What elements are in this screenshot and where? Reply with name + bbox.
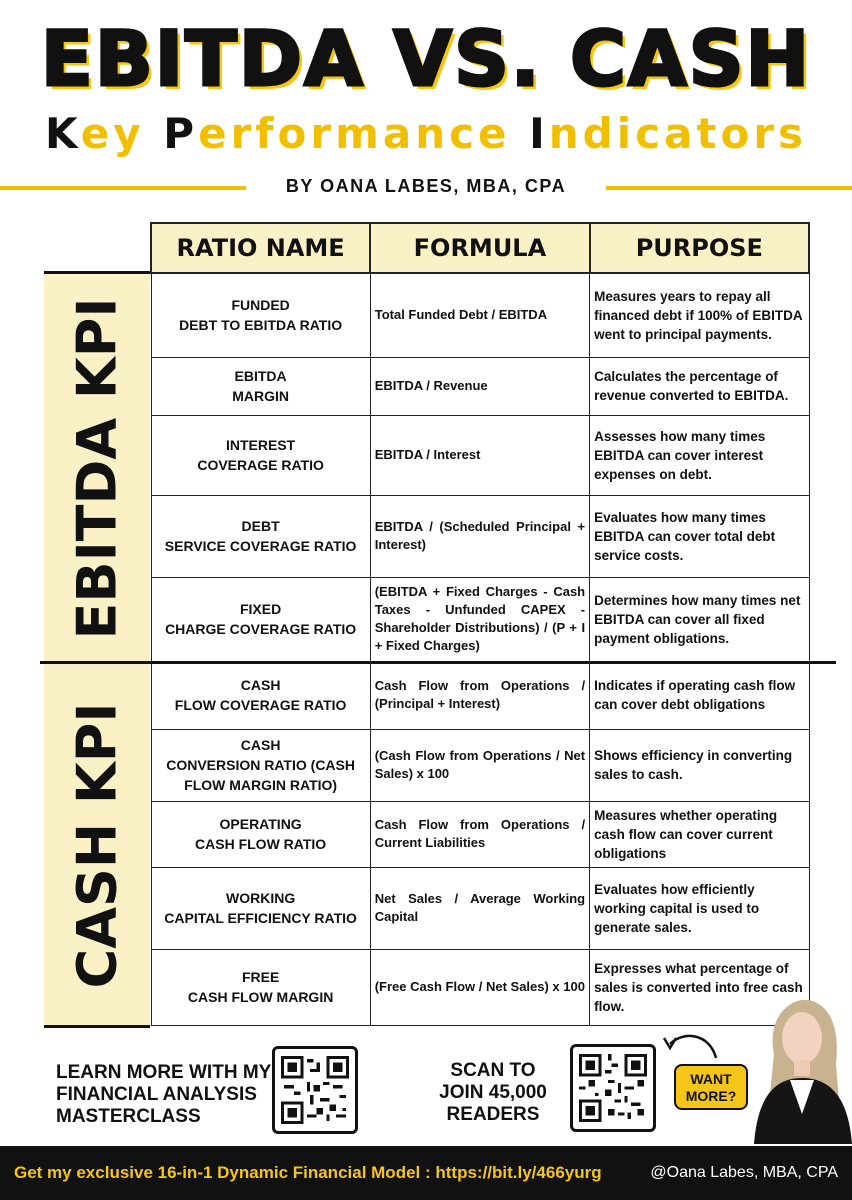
- masterclass-qr-code[interactable]: [272, 1046, 358, 1134]
- purpose-cell: Measures whether operating cash flow can cover current obligations: [590, 801, 809, 867]
- footer-promo-link[interactable]: Get my exclusive 16-in-1 Dynamic Financial Model : https://bit.ly/466yurg: [14, 1163, 602, 1182]
- formula-cell: Cash Flow from Operations / Current Liabilities: [370, 801, 589, 867]
- table-row: [151, 949, 809, 1025]
- page-subtitle: [0, 108, 852, 160]
- table-row: [151, 729, 809, 801]
- formula-cell: (EBITDA + Fixed Charges - Cash Taxes - Unfunded CAPEX - Shareholder Distributions) / (P + I + Fixed Charges): [370, 577, 589, 661]
- scan-text: [430, 1060, 556, 1126]
- table-body: [151, 273, 809, 1025]
- formula-cell: Cash Flow from Operations / (Principal + Interest): [370, 661, 589, 729]
- subtitle-part: erformance: [198, 109, 530, 158]
- purpose-cell: Measures years to repay all financed debt if 100% of EBITDA went to principal payments.: [590, 273, 809, 357]
- kpi-table: [150, 222, 810, 1026]
- want-more-badge[interactable]: [674, 1064, 748, 1110]
- qr-icon: [579, 1053, 647, 1123]
- table-row: [151, 867, 809, 949]
- purpose-cell: Evaluates how efficiently working capital is used to generate sales.: [590, 867, 809, 949]
- formula-cell: EBITDA / Interest: [370, 415, 589, 495]
- formula-cell: EBITDA / Revenue: [370, 357, 589, 415]
- purpose-cell: Determines how many times net EBITDA can cover all fixed payment obligations.: [590, 577, 809, 661]
- subtitle-part: ey: [80, 109, 164, 158]
- qr-icon: [281, 1055, 349, 1125]
- purpose-cell: Evaluates how many times EBITDA can cover total debt service costs.: [590, 495, 809, 577]
- column-header: FORMULA: [370, 223, 589, 273]
- ratio-name-cell: CASH CONVERSION RATIO (CASH FLOW MARGIN RATIO): [151, 729, 370, 801]
- cash-kpi-band: [44, 664, 150, 1026]
- ratio-name-cell: OPERATING CASH FLOW RATIO: [151, 801, 370, 867]
- table-row: [151, 577, 809, 661]
- subtitle-part: P: [163, 109, 199, 158]
- footer-handle: @Oana Labes, MBA, CPA: [650, 1164, 838, 1181]
- scan-label: SCAN TO JOIN 45,000 READERS: [439, 1060, 547, 1125]
- column-header: RATIO NAME: [151, 223, 370, 273]
- column-header: PURPOSE: [590, 223, 809, 273]
- ebitda-band-top-line: [44, 271, 150, 274]
- formula-cell: Net Sales / Average Working Capital: [370, 867, 589, 949]
- ratio-name-cell: FUNDED DEBT TO EBITDA RATIO: [151, 273, 370, 357]
- section-divider-line: [40, 661, 836, 664]
- page-title: EBITDA VS. CASH: [40, 14, 812, 103]
- purpose-cell: Shows efficiency in converting sales to cash.: [590, 729, 809, 801]
- formula-cell: (Free Cash Flow / Net Sales) x 100: [370, 949, 589, 1025]
- subtitle-part: I: [529, 109, 549, 158]
- subtitle-part: K: [44, 109, 81, 158]
- ratio-name-cell: CASH FLOW COVERAGE RATIO: [151, 661, 370, 729]
- ratio-name-cell: DEBT SERVICE COVERAGE RATIO: [151, 495, 370, 577]
- formula-cell: EBITDA / (Scheduled Principal + Interest): [370, 495, 589, 577]
- table-row: [151, 801, 809, 867]
- curved-arrow-icon: [660, 1028, 720, 1068]
- footer-bar: [0, 1146, 852, 1200]
- table-row: [151, 495, 809, 577]
- ratio-name-cell: FIXED CHARGE COVERAGE RATIO: [151, 577, 370, 661]
- ebitda-kpi-label: EBITDA KPI: [65, 297, 129, 639]
- table-row: [151, 661, 809, 729]
- purpose-cell: Expresses what percentage of sales is converted into free cash flow.: [590, 949, 809, 1025]
- purpose-cell: Calculates the percentage of revenue converted to EBITDA.: [590, 357, 809, 415]
- table-row: [151, 357, 809, 415]
- formula-cell: Total Funded Debt / EBITDA: [370, 273, 589, 357]
- table-row: [151, 415, 809, 495]
- table-header-row: [151, 223, 809, 273]
- author-byline: BY OANA LABES, MBA, CPA: [285, 176, 567, 196]
- divider-left: [0, 186, 246, 190]
- badge-label: WANT MORE?: [685, 1071, 737, 1104]
- formula-cell: (Cash Flow from Operations / Net Sales) x 100: [370, 729, 589, 801]
- purpose-cell: Indicates if operating cash flow can cover debt obligations: [590, 661, 809, 729]
- cash-band-bottom-line: [44, 1025, 150, 1028]
- masterclass-text: [56, 1062, 276, 1128]
- purpose-cell: Assesses how many times EBITDA can cover interest expenses on debt.: [590, 415, 809, 495]
- table-row: [151, 273, 809, 357]
- author-portrait-icon: [744, 994, 852, 1144]
- ratio-name-cell: EBITDA MARGIN: [151, 357, 370, 415]
- cash-kpi-label: CASH KPI: [65, 702, 129, 988]
- divider-right: [606, 186, 852, 190]
- ratio-name-cell: INTEREST COVERAGE RATIO: [151, 415, 370, 495]
- ebitda-kpi-band: [44, 274, 150, 662]
- ratio-name-cell: FREE CASH FLOW MARGIN: [151, 949, 370, 1025]
- masterclass-label: LEARN MORE WITH MY FINANCIAL ANALYSIS MASTERCLASS: [56, 1062, 272, 1127]
- newsletter-qr-code[interactable]: [570, 1044, 656, 1132]
- ratio-name-cell: WORKING CAPITAL EFFICIENCY RATIO: [151, 867, 370, 949]
- subtitle-part: ndicators: [548, 109, 808, 158]
